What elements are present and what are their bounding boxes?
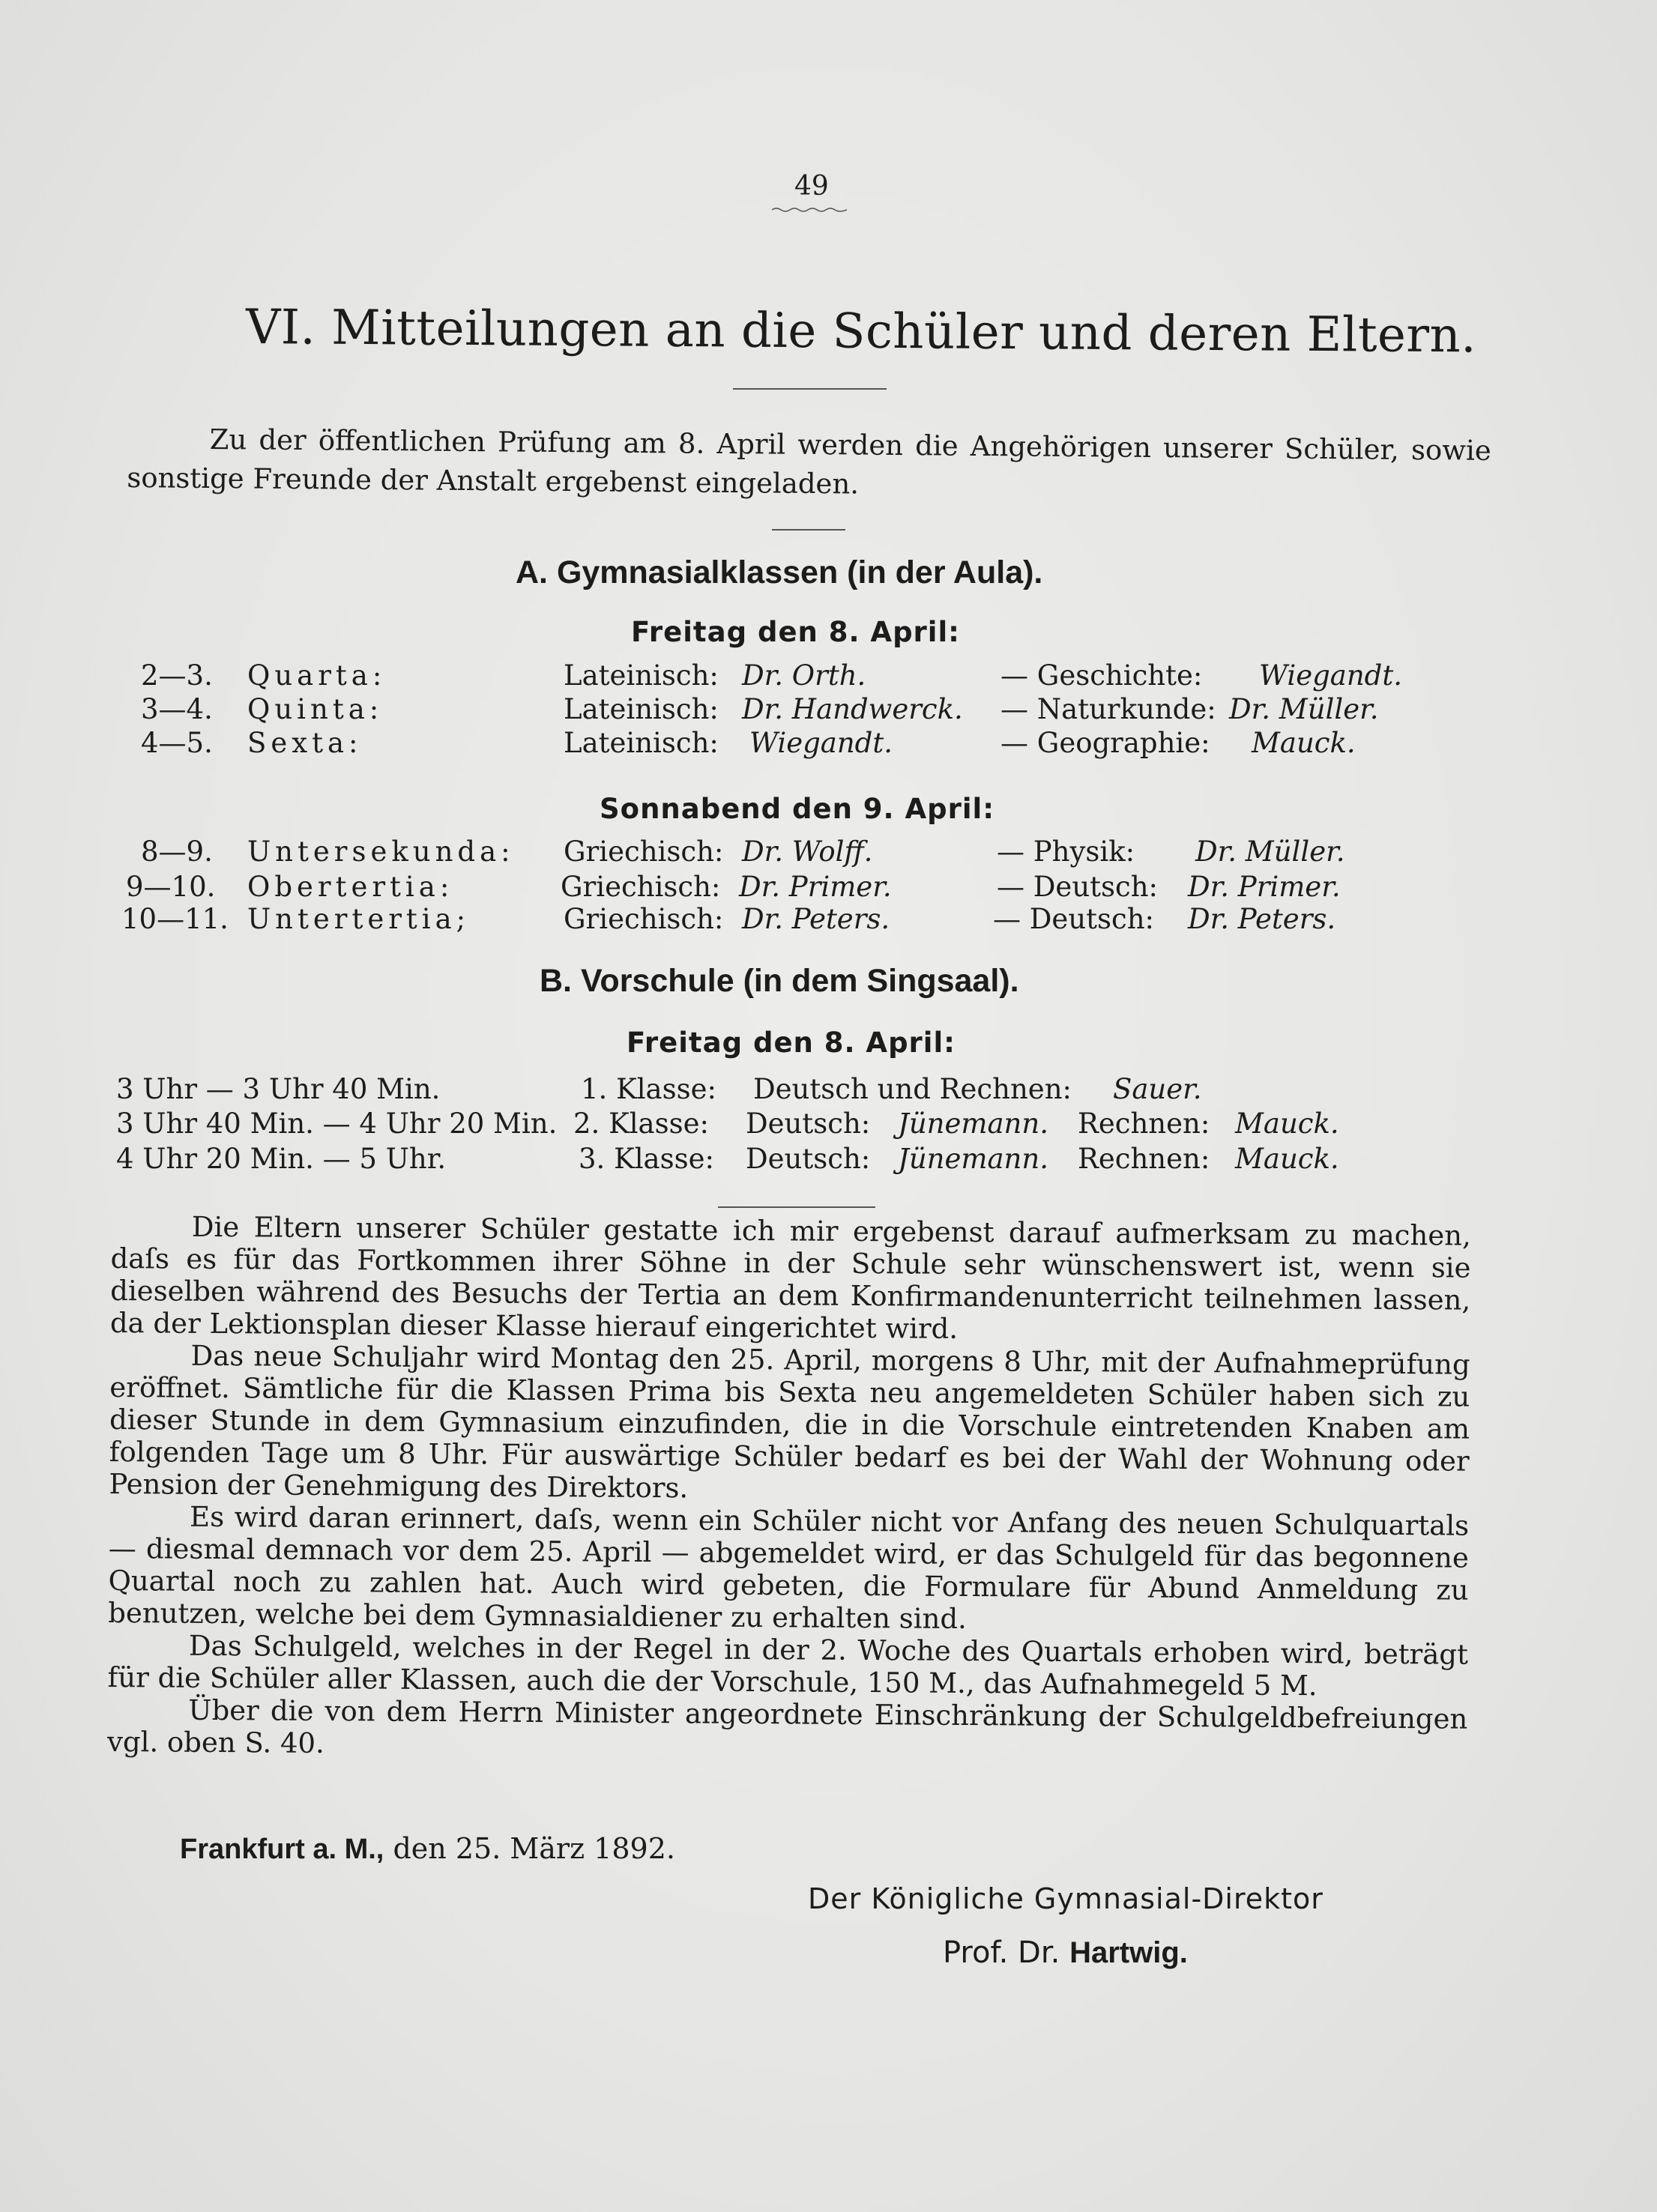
chapter-title: VI. Mitteilungen an die Schüler und deren Eltern. [245,300,1477,364]
class-name: Untertertia; [247,903,471,935]
teacher: Jünemann. [898,1107,1048,1140]
signature-name: Hartwig. [1069,1936,1188,1969]
class-name: Quarta: [247,659,387,692]
teacher: Dr. Peters. [1188,903,1336,935]
subject: Griechisch: [564,903,724,935]
subject: — Deutsch: [993,903,1155,935]
teacher: Mauck. [1235,1107,1339,1140]
teacher: Mauck. [1235,1143,1339,1175]
notice-text [107,1210,1471,1768]
schedule-row [0,835,1657,871]
subject: — Physik: [997,835,1135,868]
invitation-text [127,420,1491,510]
intro-divider [772,529,845,531]
notice-paragraph: Über die von dem Herrn Minister angeordnete Einschränkung der Schulgeldbefreiungen vgl. oben S. 40. [106,1693,1468,1760]
place-date-line [180,1832,675,1866]
subject: — Geschichte: [1000,659,1203,692]
subject: — Naturkunde: [1000,693,1216,725]
date: den 25. März 1892. [393,1832,675,1865]
time-slot: 2—3. [141,659,213,692]
subject: Rechnen: [1078,1107,1210,1140]
notice-paragraph: Die Eltern unserer Schüler gestatte ich mir ergebenst darauf aufmerksam zu machen, daſs es für das Fortkommen ihrer Söhne in der Schule sehr wünschenswert ist, wenn sie dieselben während des Besuchs der Tertia an dem Konfirmandenunterricht teilnehmen lassen, da der Lektionsplan dieser Klasse hierauf eingerichtet wird. [109,1210,1471,1345]
notice-paragraph: Das neue Schuljahr wird Montag den 25. April, morgens 8 Uhr, mit der Aufnahmeprüfung eröffnet. Sämtliche für die Klassen Prima bis Sexta neu angemeldeten Schüler haben sich zu dieser Stunde in dem Gymnasium einzufinden, die in die Vorschule eintretenden Knaben am folgenden Tage um 8 Uhr. Für auswärtige Schüler bedarf es bei der Wahl der Wohnung oder Pension der Genehmigung des Direktors. [109,1339,1470,1505]
time-slot: 9—10. [126,871,216,903]
teacher: Dr. Primer. [739,871,892,903]
subject: Deutsch und Rechnen: [753,1073,1072,1105]
schedule-row [0,1143,1657,1179]
section-a-day1-label: Freitag den 8. April: [631,616,960,648]
section-a-day2-label: Sonnabend den 9. April: [600,793,995,825]
teacher: Dr. Orth. [742,659,866,692]
schedule-row [0,693,1657,729]
section-b-divider [718,1206,875,1208]
class-name: Untersekunda: [247,835,515,868]
time-slot: 3—4. [141,693,213,725]
time-slot: 3 Uhr — 3 Uhr 40 Min. [116,1073,441,1105]
subject: Griechisch: [561,871,721,903]
signature-prefix: Prof. Dr. [943,1936,1060,1970]
teacher: Wiegandt. [749,727,893,759]
teacher: Sauer. [1113,1073,1202,1105]
class-name: Obertertia: [247,871,454,903]
schedule-row [0,727,1657,763]
teacher: Dr. Müller. [1195,835,1345,868]
subject: Lateinisch: [564,727,719,759]
class-name: 2. Klasse: [573,1107,709,1140]
class-name: 3. Klasse: [579,1143,714,1175]
class-name: 1. Klasse: [581,1073,716,1105]
title-divider [733,388,887,390]
teacher: Dr. Primer. [1188,871,1341,903]
class-name: Sexta: [247,727,363,759]
subject: — Geographie: [1000,727,1210,759]
section-b-day-label: Freitag den 8. April: [627,1027,956,1059]
teacher: Dr. Handwerck. [742,693,963,725]
teacher: Jünemann. [898,1143,1048,1175]
time-slot: 4 Uhr 20 Min. — 5 Uhr. [116,1143,447,1175]
schedule-row [0,1107,1657,1143]
teacher: Dr. Peters. [742,903,890,935]
subject: — Deutsch: [997,871,1159,903]
subject: Lateinisch: [564,693,719,725]
time-slot: 4—5. [141,727,213,759]
teacher: Dr. Müller. [1229,693,1379,725]
section-a-heading: A. Gymnasialklassen (in der Aula). [516,554,1043,590]
signature-name-line [943,1936,1188,1970]
schedule-row [0,659,1657,695]
subject: Griechisch: [564,835,724,868]
section-b-heading: B. Vorschule (in dem Singsaal). [540,963,1019,999]
class-name: Quinta: [247,693,384,725]
time-slot: 3 Uhr 40 Min. — 4 Uhr 20 Min. [116,1107,558,1140]
subject: Deutsch: [746,1107,871,1140]
page-number-ornament [772,207,847,213]
place: Frankfurt a. M., [180,1834,384,1865]
time-slot: 10—11. [121,903,229,935]
subject: Deutsch: [746,1143,871,1175]
schedule-row [0,903,1657,939]
invitation-paragraph: Zu der öffentlichen Prüfung am 8. April werden die Angehörigen unserer Schüler, sowie sonstige Freunde der Anstalt ergebenst eingeladen. [127,423,1491,501]
schedule-row [0,1073,1657,1109]
subject: Lateinisch: [564,659,719,692]
time-slot: 8—9. [141,835,213,868]
signature-title: Der Königliche Gymnasial-Direktor [808,1882,1324,1915]
teacher: Wiegandt. [1259,659,1402,692]
page-number: 49 [794,171,829,202]
teacher: Mauck. [1252,727,1356,759]
notice-paragraph: Es wird daran erinnert, daſs, wenn ein Schüler nicht vor Anfang des neuen Schulquartals — diesmal demnach vor dem 25. April — abgemeldet wird, er das Schulgeld für das begonnene Quartal noch zu zahlen hat. Auch wird gebeten, die Formulare für Abund Anmeldung zu benutzen, welche bei dem Gymnasialdiener zu erhalten sind. [108,1500,1470,1635]
subject: Rechnen: [1078,1143,1210,1175]
notice-paragraph: Das Schulgeld, welches in der Regel in der 2. Woche des Quartals erhoben wird, beträgt für die Schüler aller Klassen, auch die der Vorschule, 150 M., das Aufnahmegeld 5 M. [107,1629,1469,1702]
schedule-row [0,871,1657,907]
teacher: Dr. Wolff. [742,835,873,868]
